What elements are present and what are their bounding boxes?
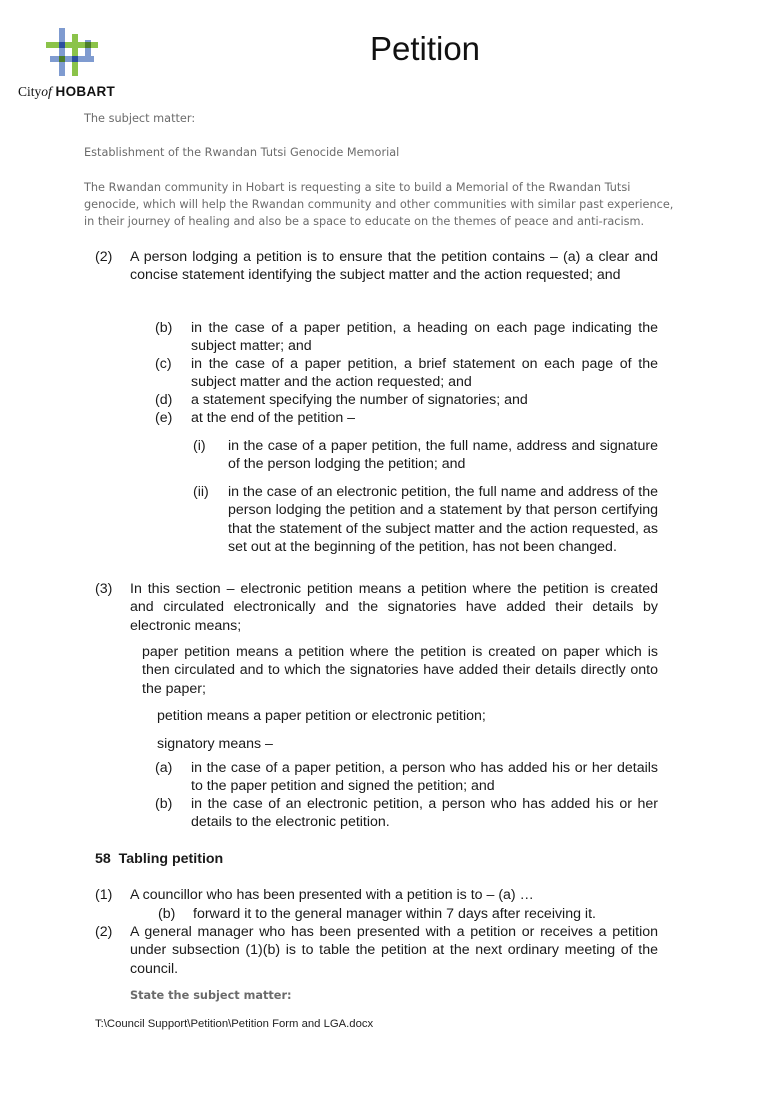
clause-3-item-label: (a)	[155, 760, 173, 776]
clause-3-number: (3)	[95, 581, 113, 597]
page-title: Petition	[369, 30, 481, 67]
clause-3-item-text: in the case of an electronic petition, a person who has added his or her details to the electronic petition.	[191, 796, 658, 831]
city-of-hobart-logo	[18, 26, 130, 106]
state-subject-label: State the subject matter:	[130, 989, 292, 1002]
clause-2-item-label: (c)	[155, 356, 172, 372]
clause-2-number: (2)	[95, 249, 113, 265]
clause-2-item-text: in the case of a paper petition, a heading on each page indicating the subject matter; and	[191, 320, 658, 355]
footer-file-path: T:\Council Support\Petition\Petition Form and LGA.docx	[95, 1018, 374, 1030]
section-58-clause-2-number: (2)	[95, 924, 113, 940]
clause-2-item-label: (b)	[155, 320, 173, 336]
section-58-clause-1b-label: (b)	[158, 906, 176, 922]
clause-2-item-label: (d)	[155, 392, 173, 408]
clause-3-text: In this section – electronic petition means a petition where the petition is created and circulated electronically and the signatories have added their details by electronic means;	[130, 581, 658, 634]
clause-2-item-text: at the end of the petition –	[191, 410, 356, 426]
section-58-clause-2-text: A general manager who has been presented with a petition or receives a petition under subsection (1)(b) is to table the petition at the next ordinary meeting of the council.	[130, 924, 658, 977]
section-58-clause-1b-text: forward it to the general manager within 7 days after receiving it.	[193, 906, 596, 922]
clause-3-item-label: (b)	[155, 796, 173, 812]
clause-3-item-text: in the case of a paper petition, a person who has added his or her details to the paper petition and signed the petition; and	[191, 760, 658, 795]
clause-2-subitem-text: in the case of an electronic petition, the full name and address of the person lodging the petition and a statement by that person certifying that the statement of the subject matter and the action requested, as set out at the beginning of the petition, has not been changed.	[228, 484, 658, 555]
section-58-clause-1-number: (1)	[95, 887, 113, 903]
clause-2-subitem-label: (ii)	[193, 484, 209, 500]
section-58-heading: 58 Tabling petition	[95, 851, 224, 867]
logo-wordmark: Cityof HOBART	[18, 84, 116, 99]
clause-2-item-text: a statement specifying the number of signatories; and	[191, 392, 528, 408]
subject-matter: Establishment of the Rwandan Tutsi Genocide Memorial	[84, 146, 400, 159]
paper-petition-definition: paper petition means a petition where the petition is created on paper which is then circulated and to which the signatories have added their details directly onto the paper;	[142, 644, 658, 697]
clause-2-text: A person lodging a petition is to ensure that the petition contains – (a) a clear and concise statement identifying the subject matter and the action requested; and	[130, 249, 658, 284]
subject-heading: The subject matter:	[84, 112, 196, 125]
section-58-clause-1-text: A councillor who has been presented with a petition is to – (a) …	[130, 887, 534, 903]
clause-2-subitem-label: (i)	[193, 438, 206, 454]
clause-2-item-text: in the case of a paper petition, a brief statement on each page of the subject matter and the action requested; and	[191, 356, 658, 391]
signatory-definition: signatory means –	[157, 736, 273, 752]
hobart-logo-icon	[44, 26, 100, 78]
clause-2-subitem-text: in the case of a paper petition, the full name, address and signature of the person lodging the petition; and	[228, 438, 658, 473]
subject-description: The Rwandan community in Hobart is requesting a site to build a Memorial of the Rwandan Tutsi genocide, which will help the Rwandan community and other communities with similar past experience, in their journey of healing and also be a space to educate on the themes of peace and anti-racism.	[84, 181, 674, 228]
petition-definition: petition means a paper petition or electronic petition;	[157, 708, 486, 724]
clause-2-item-label: (e)	[155, 410, 173, 426]
